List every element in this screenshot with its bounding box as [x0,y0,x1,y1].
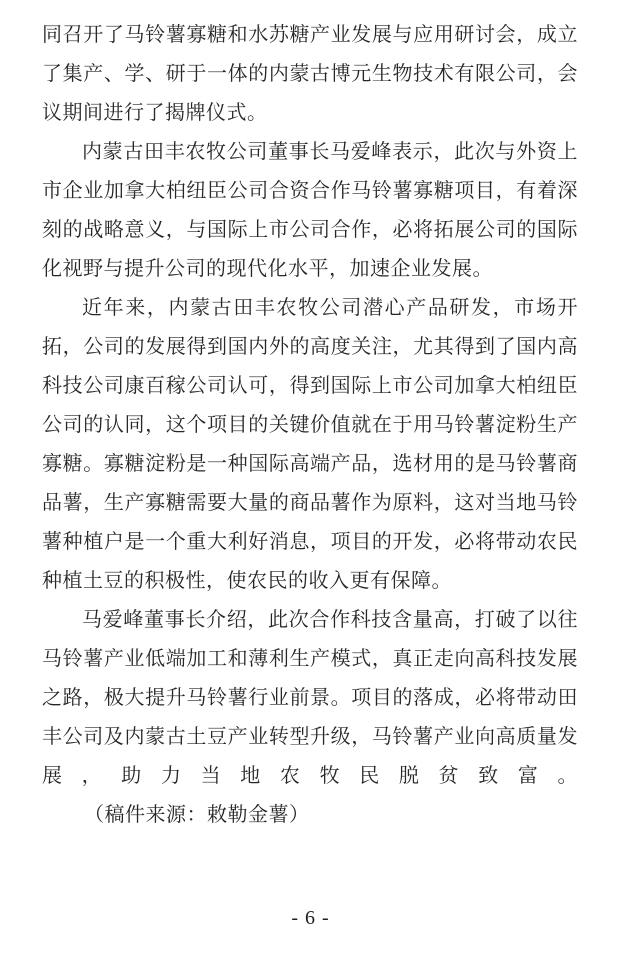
paragraph: 内蒙古田丰农牧公司董事长马爱峰表示，此次与外资上市企业加拿大柏纽臣公司合资合作马铃薯寡糖项目，有着深刻的战略意义，与国际上市公司合作，必将拓展公司的国际化视野与提升公司的现代化水平，加速企业发展。 [42,141,578,280]
document-body [42,16,578,835]
source-note: （稿件来源：敕勒金薯） [94,804,310,826]
page-footer [0,905,621,931]
paragraph-text: 马爱峰董事长介绍，此次合作科技含量高，打破了以往马铃薯产业低端加工和薄利生产模式，真正走向高科技发展之路，极大提升马铃薯行业前景。项目的落成，必将带动田丰公司及内蒙古土豆产业转型升级，马铃薯产业向高质量发展，助力当地农牧民脱贫致富。 [42,609,578,787]
paragraph [42,601,578,835]
paragraph: 近年来，内蒙古田丰农牧公司潜心产品研发，市场开拓，公司的发展得到国内外的高度关注，尤其得到了国内高科技公司康百稼公司认可，得到国际上市公司加拿大柏纽臣公司的认同，这个项目的关键价值就在于用马铃薯淀粉生产寡糖。寡糖淀粉是一种国际高端产品，选材用的是马铃薯商品薯，生产寡糖需要大量的商品薯作为原料，这对当地马铃薯种植户是一个重大利好消息，项目的开发，必将带动农民种植土豆的积极性，使农民的收入更有保障。 [42,297,578,592]
paragraph-continuation: 同召开了马铃薯寡糖和水苏糖产业发展与应用研讨会，成立了集产、学、研于一体的内蒙古博元生物技术有限公司，会议期间进行了揭牌仪式。 [42,24,578,124]
page-number: - 6 - [291,907,330,929]
